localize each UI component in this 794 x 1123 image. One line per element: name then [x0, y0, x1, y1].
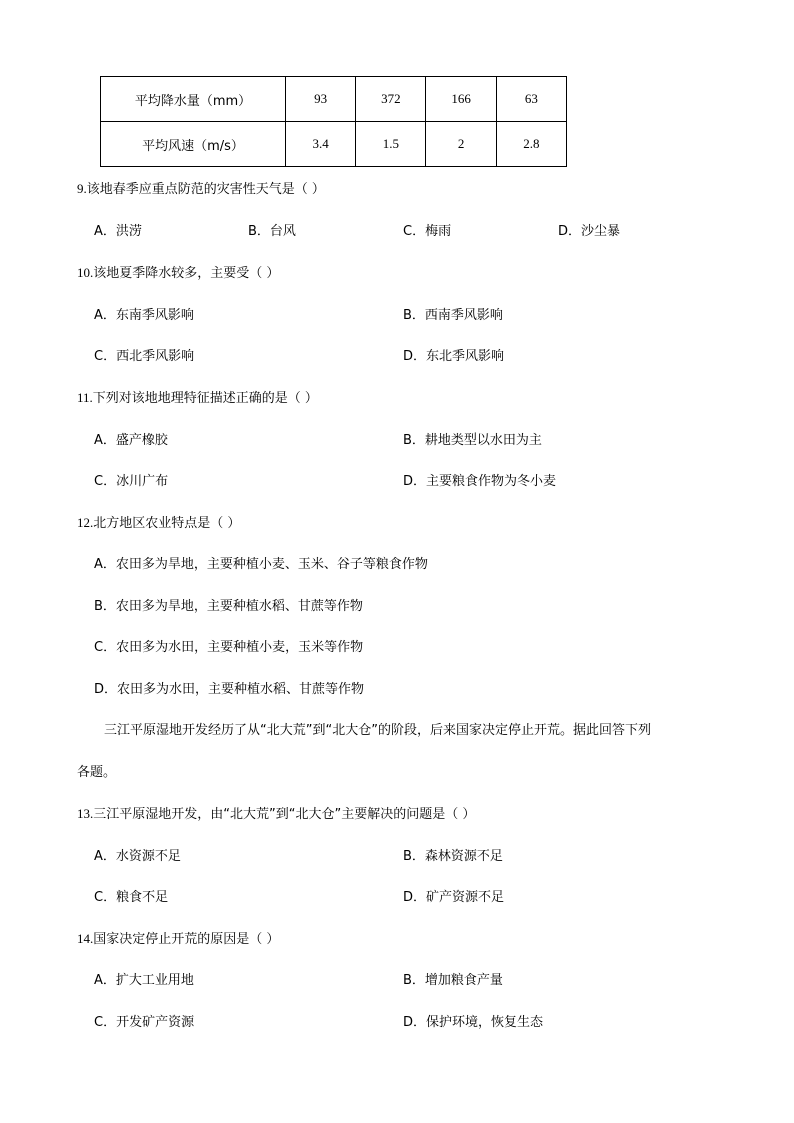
passage-line-2: 各题。	[77, 765, 117, 780]
option-letter: B．	[403, 973, 425, 988]
question-9	[77, 178, 325, 197]
option-10-d[interactable]	[403, 345, 504, 364]
table-row-precipitation	[101, 77, 567, 122]
option-letter: C．	[94, 890, 117, 905]
option-14-c[interactable]	[94, 1011, 194, 1030]
option-13-c[interactable]	[94, 886, 168, 905]
option-text: 沙尘暴	[581, 224, 621, 239]
option-11-c[interactable]	[94, 470, 168, 489]
table-row-wind-speed	[101, 122, 567, 167]
option-text: 粮食不足	[116, 890, 169, 905]
option-text: 耕地类型以水田为主	[424, 433, 542, 448]
option-text: 增加粮食产量	[424, 973, 503, 988]
option-text: 主要粮食作物为冬小麦	[426, 474, 557, 489]
table-cell: 372	[356, 77, 426, 122]
question-text: 下列对该地地理特征描述正确的是（ ）	[92, 391, 318, 406]
question-11	[77, 387, 318, 406]
option-text: 农田多为水田，主要种植小麦，玉米等作物	[116, 640, 364, 655]
option-letter: A．	[94, 973, 116, 988]
option-9-c[interactable]	[403, 220, 451, 239]
option-letter: C．	[94, 349, 117, 364]
option-text: 冰川广布	[116, 474, 169, 489]
option-text: 西北季风影响	[116, 349, 195, 364]
option-9-d[interactable]	[558, 220, 620, 239]
option-11-a[interactable]	[94, 429, 168, 448]
option-12-d[interactable]	[94, 678, 364, 697]
question-10	[77, 262, 279, 281]
question-number: 9.	[77, 181, 87, 196]
question-number: 13.	[77, 806, 94, 821]
option-text: 水资源不足	[115, 849, 181, 864]
option-9-a[interactable]	[94, 220, 142, 239]
question-text: 该地春季应重点防范的灾害性天气是（ ）	[86, 182, 325, 197]
table-cell: 2.8	[496, 122, 566, 167]
table-cell: 1.5	[356, 122, 426, 167]
question-text: 该地夏季降水较多，主要受（ ）	[93, 266, 280, 281]
table-cell: 63	[496, 77, 566, 122]
table-row-label: 平均降水量（mm）	[101, 77, 286, 122]
question-number: 14.	[77, 931, 94, 946]
option-13-a[interactable]	[94, 845, 181, 864]
option-9-b[interactable]	[248, 220, 296, 239]
question-number: 12.	[77, 515, 94, 530]
option-letter: B．	[248, 224, 270, 239]
option-letter: D．	[403, 1015, 427, 1030]
option-12-a[interactable]	[94, 553, 428, 572]
question-12	[77, 512, 240, 531]
question-13	[77, 803, 475, 822]
option-text: 东南季风影响	[115, 308, 194, 323]
option-11-d[interactable]	[403, 470, 556, 489]
question-14	[77, 928, 279, 947]
option-letter: A．	[94, 433, 116, 448]
option-letter: B．	[403, 433, 425, 448]
option-14-d[interactable]	[403, 1011, 543, 1030]
option-letter: C．	[94, 640, 117, 655]
question-number: 11.	[77, 390, 93, 405]
option-14-a[interactable]	[94, 969, 194, 988]
option-12-c[interactable]	[94, 636, 363, 655]
table-row-label: 平均风速（m/s）	[101, 122, 286, 167]
option-text: 盛产橡胶	[115, 433, 168, 448]
option-10-b[interactable]	[403, 304, 503, 323]
option-text: 梅雨	[425, 224, 452, 239]
option-letter: A．	[94, 224, 116, 239]
passage-line-1: 三江平原湿地开发经历了从“北大荒”到“北大仓”的阶段，后来国家决定停止开荒。据此回答下列	[104, 723, 651, 738]
option-text: 西南季风影响	[424, 308, 503, 323]
option-letter: C．	[94, 1015, 117, 1030]
question-text: 北方地区农业特点是（ ）	[93, 516, 241, 531]
question-text: 三江平原湿地开发，由“北大荒”到“北大仓”主要解决的问题是（ ）	[93, 807, 476, 822]
option-text: 洪涝	[115, 224, 142, 239]
option-12-b[interactable]	[94, 595, 363, 614]
option-text: 台风	[269, 224, 296, 239]
option-13-b[interactable]	[403, 845, 503, 864]
option-letter: D．	[558, 224, 582, 239]
option-letter: D．	[403, 474, 427, 489]
table-cell: 93	[286, 77, 356, 122]
option-text: 农田多为水田，主要种植水稻、甘蔗等作物	[117, 682, 365, 697]
option-letter: B．	[403, 308, 425, 323]
option-11-b[interactable]	[403, 429, 542, 448]
option-text: 东北季风影响	[426, 349, 505, 364]
option-text: 扩大工业用地	[115, 973, 194, 988]
option-letter: C．	[94, 474, 117, 489]
option-14-b[interactable]	[403, 969, 503, 988]
option-text: 森林资源不足	[424, 849, 503, 864]
option-letter: B．	[403, 849, 425, 864]
option-text: 农田多为旱地，主要种植小麦、玉米、谷子等粮食作物	[115, 557, 428, 572]
option-text: 矿产资源不足	[426, 890, 505, 905]
option-letter: A．	[94, 308, 116, 323]
option-letter: A．	[94, 849, 116, 864]
table-cell: 3.4	[286, 122, 356, 167]
option-letter: D．	[403, 349, 427, 364]
option-text: 保护环境，恢复生态	[426, 1015, 544, 1030]
table-cell: 166	[426, 77, 496, 122]
option-letter: B．	[94, 599, 116, 614]
table-cell: 2	[426, 122, 496, 167]
option-letter: A．	[94, 557, 116, 572]
option-letter: C．	[403, 224, 426, 239]
option-13-d[interactable]	[403, 886, 504, 905]
question-text: 国家决定停止开荒的原因是（ ）	[93, 932, 280, 947]
climate-data-table	[100, 76, 567, 167]
option-letter: D．	[403, 890, 427, 905]
option-text: 农田多为旱地，主要种植水稻、甘蔗等作物	[115, 599, 363, 614]
option-10-a[interactable]	[94, 304, 194, 323]
question-number: 10.	[77, 265, 94, 280]
option-10-c[interactable]	[94, 345, 194, 364]
option-text: 开发矿产资源	[116, 1015, 195, 1030]
option-letter: D．	[94, 682, 118, 697]
